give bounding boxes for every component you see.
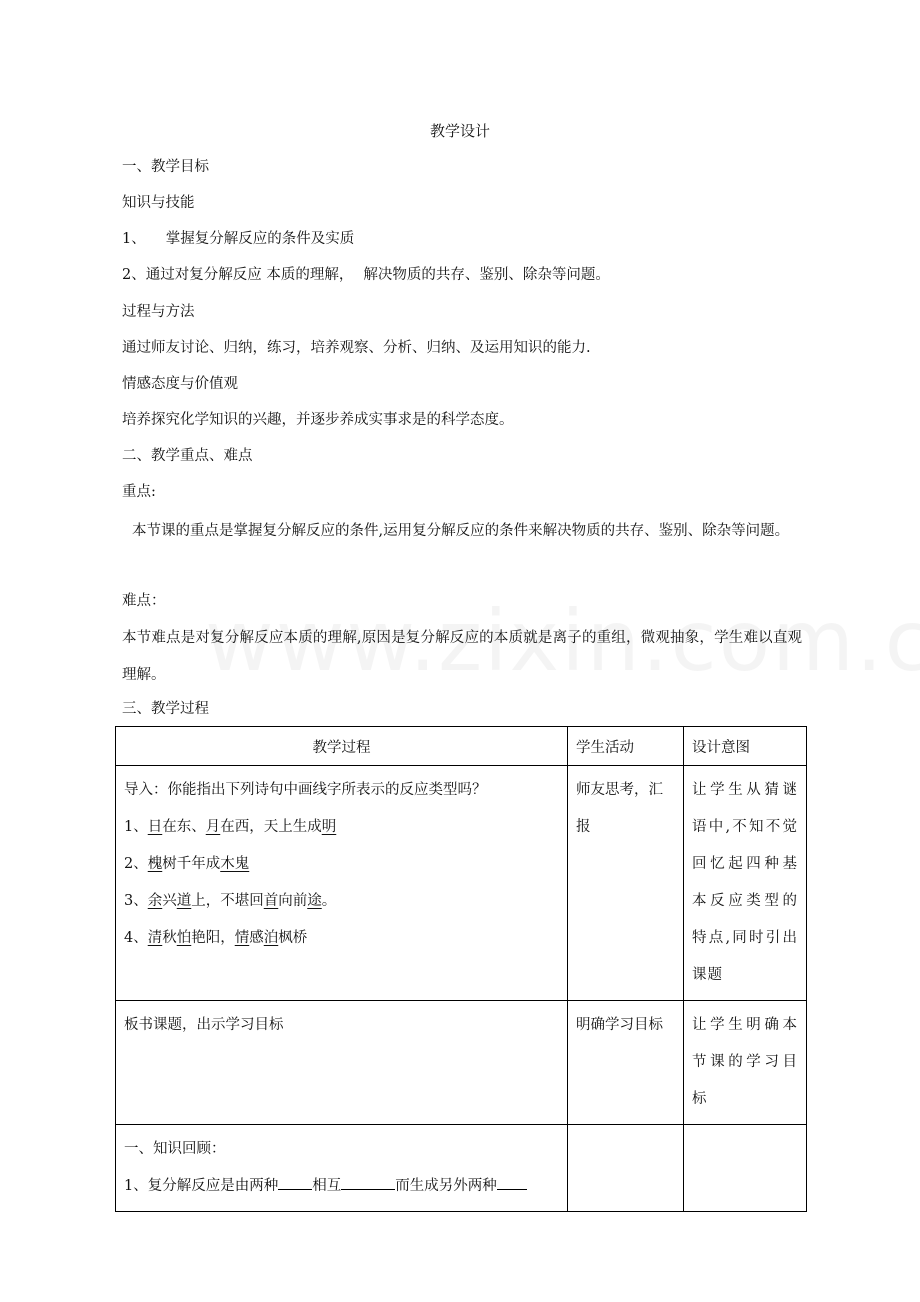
- section-heading-goals: 一、教学目标: [122, 159, 209, 175]
- review-heading: 一、知识回顾：: [124, 1141, 226, 1157]
- key-point-label: 重点:: [122, 484, 156, 500]
- underlined-char: 首: [263, 893, 279, 909]
- cell-intro-activity: 师友思考，汇报: [568, 766, 684, 1001]
- table-row: [116, 1001, 807, 1125]
- cell-objectives-intent: 让学生明确本节课的学习目标: [684, 1001, 807, 1125]
- subheading-knowledge: 知识与技能: [122, 195, 195, 211]
- poem-line-2: 2、槐树千年成木鬼: [124, 856, 250, 872]
- section-heading-key-points: 二、教学重点、难点: [122, 448, 253, 464]
- subheading-emotion: 情感态度与价值观: [122, 376, 238, 392]
- teaching-process-table: [115, 726, 807, 1212]
- underlined-char: 木鬼: [220, 856, 250, 872]
- cell-intro-intent: 让学生从猜谜语中,不知不觉回忆起四种基本反应类型的特点,同时引出课题: [684, 766, 807, 1001]
- underlined-char: 情: [234, 930, 250, 946]
- poem-line-4: 4、清秋怕艳阳，情感泊枫桥: [124, 930, 308, 946]
- goal-2: [122, 265, 610, 285]
- table-row: [116, 766, 807, 1001]
- underlined-char: 月: [205, 819, 221, 835]
- cell-review-activity: [568, 1125, 684, 1212]
- header-student-activity: 学生活动: [568, 727, 684, 766]
- poem-line-1: 1、日在东、月在西，天上生成明: [124, 819, 337, 835]
- underlined-char: 余: [147, 893, 163, 909]
- underlined-char: 途: [307, 893, 322, 909]
- cell-review-process: [116, 1125, 568, 1212]
- table-row: [116, 1125, 807, 1212]
- review-question-1: 1、复分解反应是由两种 相互 而生成另外两种: [124, 1168, 559, 1205]
- cell-review-intent: [684, 1125, 807, 1212]
- underlined-char: 泊: [263, 930, 279, 946]
- goal-2-text-b: 解决物质的共存、鉴别、除杂等问题。: [363, 267, 610, 283]
- cell-intro-process: [116, 766, 568, 1001]
- underlined-char: 日: [147, 819, 163, 835]
- fill-blank[interactable]: [278, 1173, 312, 1190]
- underlined-char: 清: [147, 930, 163, 946]
- header-design-intent: 设计意图: [684, 727, 807, 766]
- fill-blank[interactable]: [341, 1173, 395, 1190]
- fill-blank[interactable]: [497, 1173, 527, 1190]
- header-teaching-process: 教学过程: [116, 727, 568, 766]
- table-header-row: [116, 727, 807, 766]
- underlined-char: 槐: [147, 856, 163, 872]
- goal-1: [122, 229, 354, 249]
- underlined-char: 怕: [176, 930, 192, 946]
- goal-2-text-a: 2、通过对复分解反应 本质的理解，: [122, 267, 354, 283]
- difficulty-text: 本节难点是对复分解反应本质的理解,原因是复分解反应的本质就是离子的重组，微观抽象，学生难以直观理解。: [122, 630, 802, 683]
- cell-objectives-process: 板书课题，出示学习目标: [116, 1001, 568, 1125]
- cell-objectives-activity: 明确学习目标: [568, 1001, 684, 1125]
- poem-line-3: 3、余兴道上，不堪回首向前途。: [124, 893, 337, 909]
- underlined-char: 道: [176, 893, 192, 909]
- subheading-process: 过程与方法: [122, 304, 195, 320]
- difficulty-label: 难点：: [122, 593, 166, 609]
- section-heading-process: 三、教学过程: [122, 701, 209, 717]
- underlined-char: 明: [321, 819, 337, 835]
- intro-question: 导入：你能指出下列诗句中画线字所表示的反应类型吗？: [124, 782, 487, 798]
- page-title: 教学设计: [429, 122, 490, 140]
- key-point-text: 本节课的重点是掌握复分解反应的条件,运用复分解反应的条件来解决物质的共存、鉴别、除杂等问题。: [132, 523, 790, 539]
- goal-1-text: 掌握复分解反应的条件及实质: [165, 231, 355, 247]
- goal-1-number: 1、: [122, 231, 146, 247]
- process-text: 通过师友讨论、归纳，练习，培养观察、分析、归纳、及运用知识的能力.: [122, 340, 591, 356]
- emotion-text: 培养探究化学知识的兴趣，并逐步养成实事求是的科学态度。: [122, 412, 514, 428]
